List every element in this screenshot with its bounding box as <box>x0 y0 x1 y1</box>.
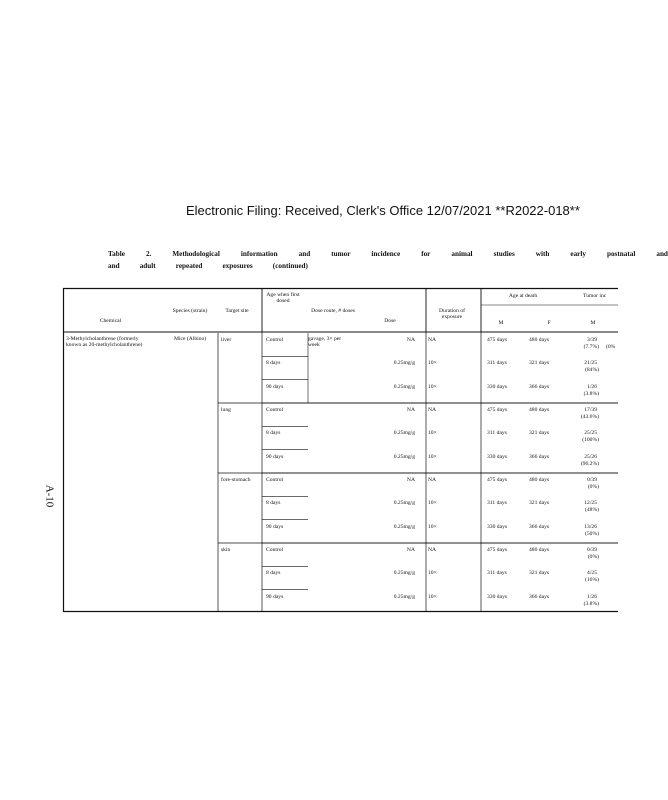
caption-word: Methodological <box>172 250 220 258</box>
tumor-percent: (96.2%) <box>580 460 599 467</box>
age-death-m: 475 days <box>487 407 508 413</box>
age-death-m: 311 days <box>487 500 507 507</box>
age-first-dosed: Control <box>266 407 284 413</box>
duration-value: 10× <box>428 593 437 600</box>
tumor-percent: (0%) <box>587 554 599 560</box>
age-death-m: 330 days <box>487 523 508 530</box>
tumor-count: 25/25 <box>584 430 597 437</box>
data-table <box>63 288 618 612</box>
dose-value: 0.25mg/g <box>393 523 415 530</box>
caption-word: and <box>656 250 668 258</box>
target-site: fore-stomach <box>221 477 251 483</box>
dose-value: 0.25mg/g <box>393 383 415 390</box>
age-first-dosed: 8 days <box>266 360 281 367</box>
header-chemical: Chemical <box>99 318 122 324</box>
target-site: lung <box>221 407 231 413</box>
dose-value: 0.25mg/g <box>393 360 415 367</box>
tumor-count: 12/25 <box>584 500 597 507</box>
tumor-percent: (50%) <box>585 530 599 537</box>
caption-word: 2. <box>145 250 152 258</box>
age-first-dosed: 90 days <box>266 383 284 390</box>
dose-value: NA <box>406 547 415 553</box>
table-caption <box>108 248 668 272</box>
tumor-count: 17/39 <box>584 407 597 413</box>
header-f: F <box>547 320 551 326</box>
chemical-name: 3-Methylcholanthrene (formerly known as 20-methylcholanthrene) <box>66 336 143 349</box>
duration-value: 10× <box>428 453 437 460</box>
age-first-dosed: 90 days <box>266 523 284 530</box>
duration-value: 10× <box>428 383 437 390</box>
caption-word: (continued) <box>272 262 308 270</box>
caption-word: for <box>421 250 431 258</box>
age-first-dosed: 8 days <box>266 430 281 437</box>
age-death-m: 475 days <box>487 477 508 483</box>
age-death-f: 480 days <box>529 477 550 483</box>
target-site: skin <box>221 547 231 553</box>
age-death-f: 366 days <box>529 383 550 390</box>
age-death-m: 330 days <box>487 453 508 460</box>
dose-value: 0.25mg/g <box>393 453 415 460</box>
filing-stamp: Electronic Filing: Received, Clerk's Office 12/07/2021 **R2022-018** <box>186 203 580 218</box>
tumor-percent: (16%) <box>585 577 599 584</box>
duration-value: 10× <box>428 360 437 367</box>
age-death-m: 330 days <box>487 593 508 600</box>
caption-word: tumor <box>331 250 351 258</box>
tumor-count: 21/25 <box>584 360 597 367</box>
header-m-tumor: M <box>590 320 596 326</box>
age-death-m: 475 days <box>487 337 508 343</box>
age-death-f: 366 days <box>529 523 550 530</box>
caption-word: postnatal <box>606 250 636 258</box>
dose-value: NA <box>406 477 415 483</box>
age-first-dosed: 8 days <box>266 570 281 577</box>
tumor-count: 25/26 <box>584 453 597 460</box>
age-death-f: 321 days <box>529 570 550 577</box>
tumor-count: 0/39 <box>587 547 597 553</box>
tumor-count: 3/39 <box>587 337 597 343</box>
caption-line-1 <box>108 248 668 260</box>
age-death-m: 475 days <box>487 547 508 553</box>
header-tumor: Tumor inc <box>583 293 607 299</box>
age-death-f: 480 days <box>529 337 550 343</box>
tumor-percent: (100%) <box>582 437 599 444</box>
duration-value: NA <box>428 407 437 413</box>
age-death-m: 311 days <box>487 360 507 367</box>
duration-value: NA <box>428 337 437 343</box>
age-first-dosed: 8 days <box>266 500 281 507</box>
age-death-m: 311 days <box>487 430 507 437</box>
tumor-count: 1/26 <box>587 383 597 390</box>
tumor-count: 13/26 <box>584 523 597 530</box>
age-first-dosed: 90 days <box>266 453 284 460</box>
age-death-f: 321 days <box>529 360 550 367</box>
age-death-m: 330 days <box>487 383 508 390</box>
age-death-f: 366 days <box>529 593 550 600</box>
age-death-f: 366 days <box>529 453 550 460</box>
target-site: liver <box>221 337 232 343</box>
tumor-count: 4/25 <box>587 570 597 577</box>
caption-word: repeated <box>175 262 203 270</box>
header-age-first: Age when first dosed <box>266 292 300 305</box>
tumor-percent: (7.7%) <box>583 344 599 350</box>
duration-value: NA <box>428 477 437 483</box>
tumor-percent: (43.6%) <box>580 414 599 420</box>
age-death-f: 321 days <box>529 430 550 437</box>
dose-value: 0.25mg/g <box>393 430 415 437</box>
caption-word: animal <box>451 250 473 258</box>
duration-value: 10× <box>428 430 437 437</box>
tumor-extra: (0% <box>606 344 616 350</box>
header-dose-route: Dose route, # doses <box>311 308 355 314</box>
duration-value: 10× <box>428 570 437 577</box>
tumor-percent: (3.8%) <box>583 390 599 397</box>
tumor-percent: (48%) <box>585 507 599 514</box>
tumor-percent: (84%) <box>585 367 599 374</box>
duration-value: 10× <box>428 500 437 507</box>
age-death-f: 321 days <box>529 500 550 507</box>
caption-word: Table <box>108 250 125 258</box>
caption-word: exposures <box>222 262 253 270</box>
caption-word: studies <box>493 250 515 258</box>
header-dose: Dose <box>384 318 396 324</box>
caption-word: and <box>108 262 120 270</box>
dose-value: 0.25mg/g <box>393 500 415 507</box>
tumor-count: 0/39 <box>587 477 597 483</box>
age-death-f: 480 days <box>529 407 550 413</box>
caption-word: incidence <box>371 250 401 258</box>
caption-word: adult <box>139 262 156 270</box>
dose-value: NA <box>406 407 415 413</box>
dose-value: NA <box>406 337 415 343</box>
age-first-dosed: Control <box>266 547 284 553</box>
dose-value: 0.25mg/g <box>393 593 415 600</box>
header-target: Target site <box>225 308 249 314</box>
age-first-dosed: Control <box>266 337 284 343</box>
caption-word: with <box>535 250 550 258</box>
header-duration: Duration of exposure <box>439 308 465 321</box>
age-death-m: 311 days <box>487 570 507 577</box>
duration-value: NA <box>428 547 437 553</box>
age-death-f: 480 days <box>529 547 550 553</box>
age-first-dosed: 90 days <box>266 593 284 600</box>
caption-word: information <box>240 250 278 258</box>
page-number: A-10 <box>43 484 56 508</box>
caption-word: early <box>570 250 586 258</box>
header-age-death: Age at death <box>508 293 538 299</box>
caption-word: and <box>298 250 311 258</box>
header-m: M <box>498 320 504 326</box>
tumor-count: 1/26 <box>587 593 597 600</box>
species-name: Mice (Albino) <box>174 336 207 342</box>
duration-value: 10× <box>428 523 437 530</box>
tumor-percent: (0%) <box>587 484 599 490</box>
caption-line-2 <box>108 260 308 272</box>
header-species: Species (strain) <box>172 308 208 314</box>
dose-value: 0.25mg/g <box>393 570 415 577</box>
age-first-dosed: Control <box>266 477 284 483</box>
tumor-percent: (3.8%) <box>583 600 599 607</box>
dose-route: gavage, 3× per week <box>308 336 342 349</box>
